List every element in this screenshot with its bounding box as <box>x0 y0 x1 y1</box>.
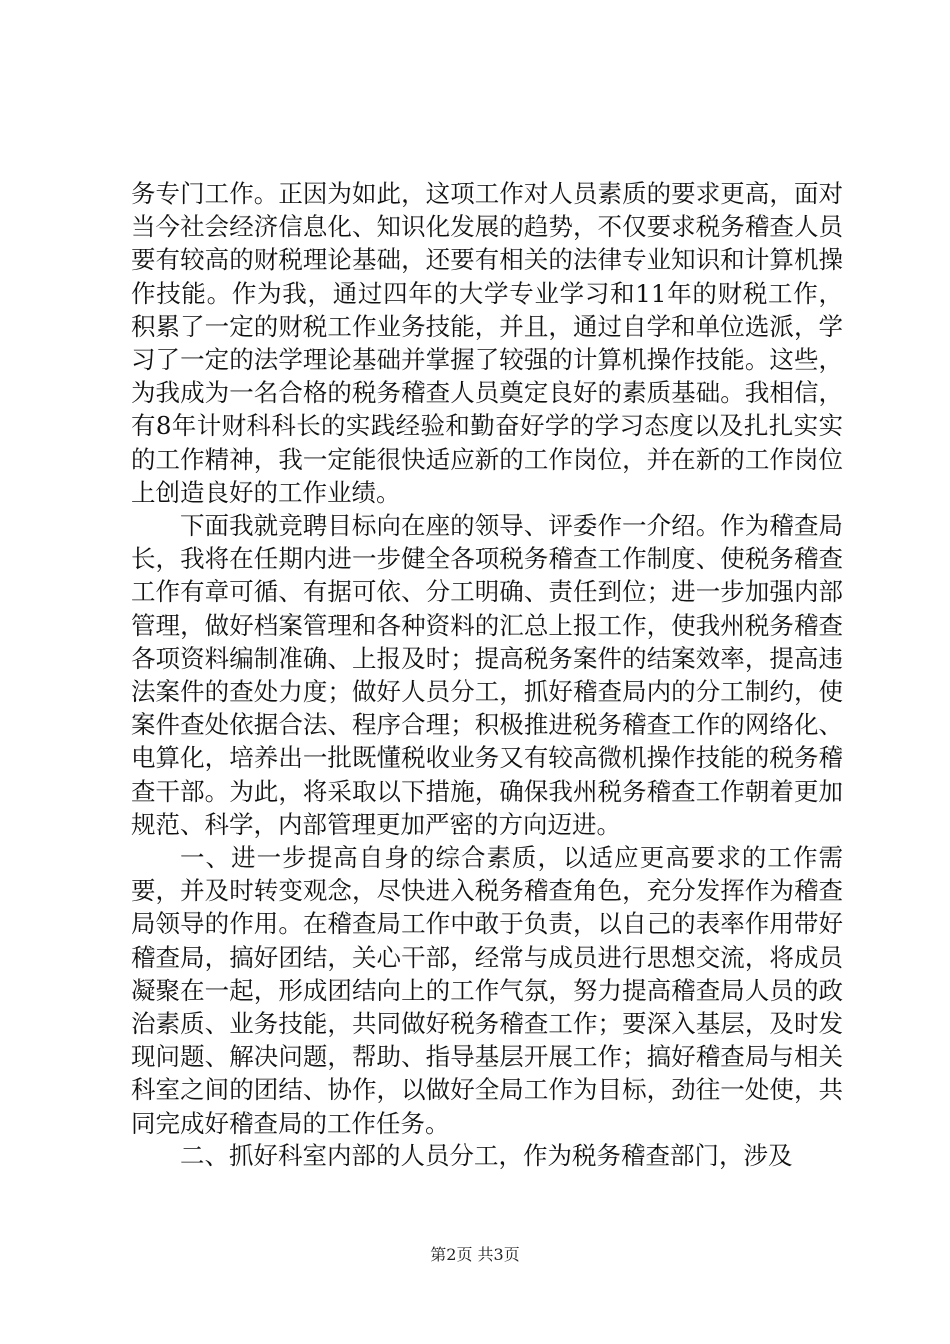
paragraph-text: 下面我就竞聘目标向在座的领导、评委作一介绍。作为稽查局长，我将在任期内进一步健全各项税务稽查工作制度、使税务稽查工作有章可循、有据可依、分工明确、责任到位；进一步加强内部管理，做好档案管理和各种资料的汇总上报工作，使我州税务稽查各项资料编制准确、上报及时；提高税务案件的结案效率，提高违法案件的查处力度；做好人员分工，抓好稽查局内的分工制约，使案件查处依据合法、程序合理；积极推进税务稽查工作的网络化、电算化，培养出一批既懂税收业务又有较高微机操作技能的税务稽查干部。为此，将采取以下措施，确保我州税务稽查工作朝着更加规范、科学，内部管理更加严密的方向迈进。 <box>131 511 843 839</box>
paragraph-measure-one <box>131 841 843 1140</box>
paragraph-text: 务专门工作。正因为如此，这项工作对人员素质的要求更高，面对当今社会经济信息化、知识化发展的趋势，不仅要求税务稽查人员要有较高的财税理论基础，还要有相关的法律专业知识和计算机操作技能。作为我，通过四年的大学专业学习和11年的财税工作，积累了一定的财税工作业务技能，并且，通过自学和单位选派，学习了一定的法学理论基础并掌握了较强的计算机操作技能。这些，为我成为一名合格的税务稽查人员奠定良好的素质基础。我相信，有8年计财科科长的实践经验和勤奋好学的学习态度以及扎扎实实的工作精神，我一定能很快适应新的工作岗位，并在新的工作岗位上创造良好的工作业绩。 <box>131 179 843 507</box>
paragraph-text: 二、抓好科室内部的人员分工，作为税务稽查部门，涉及 <box>180 1141 793 1170</box>
page-number-footer: 第2页 共3页 <box>430 1245 520 1264</box>
paragraph-qualifications <box>131 177 843 509</box>
paragraph-measure-two <box>131 1139 843 1172</box>
paragraph-text: 一、进一步提高自身的综合素质，以适应更高要求的工作需要，并及时转变观念，尽快进入税务稽查角色，充分发挥作为稽查局领导的作用。在稽查局工作中敢于负责，以自己的表率作用带好稽查局，搞好团结，关心干部，经常与成员进行思想交流，将成员凝聚在一起，形成团结向上的工作气氛，努力提高稽查局人员的政治素质、业务技能，共同做好税务稽查工作；要深入基层，及时发现问题、解决问题，帮助、指导基层开展工作；搞好稽查局与相关科室之间的团结、协作，以做好全局工作为目标，劲往一处使，共同完成好稽查局的工作任务。 <box>131 843 843 1138</box>
paragraph-goals <box>131 509 843 841</box>
